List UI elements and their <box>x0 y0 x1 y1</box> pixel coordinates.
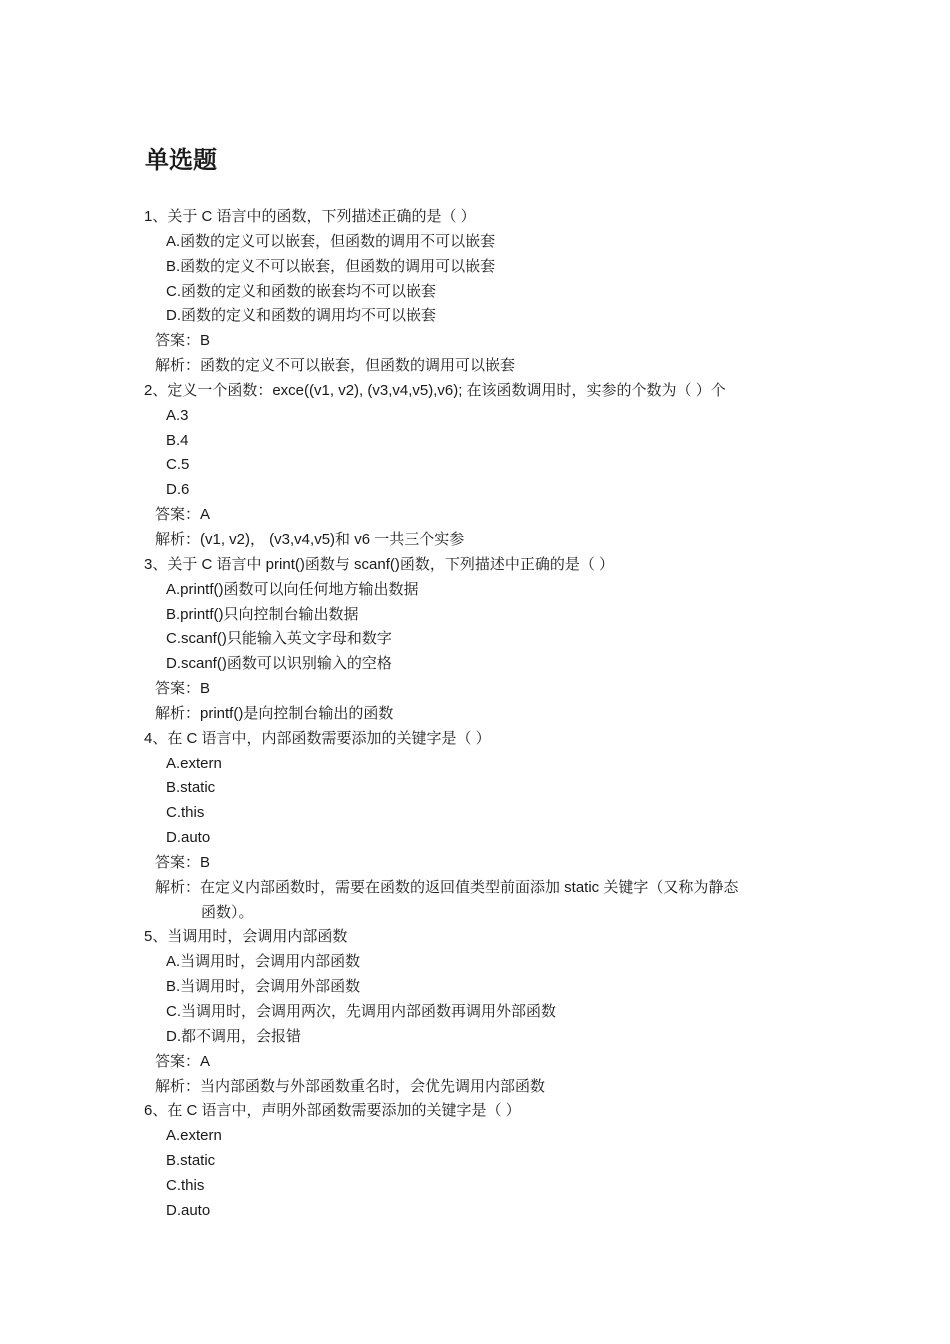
question-block <box>0 205 950 379</box>
answer-option: A.3 <box>166 406 189 424</box>
answer-option: B.4 <box>166 431 189 449</box>
answer-option: D.6 <box>166 481 190 499</box>
answer-option: D.都不调用，会报错 <box>166 1027 302 1045</box>
question-block <box>0 925 950 1099</box>
answer-option: B.static <box>166 1152 216 1170</box>
explanation-text: 解析：(v1, v2)， (v3,v4,v5)和 v6 一共三个实参 <box>155 530 465 548</box>
answer-key: 答案：B <box>155 332 211 350</box>
section-title: 单选题 <box>145 147 217 174</box>
question-text: 3、关于 C 语言中 print()函数与 scanf()函数，下列描述中正确的是（ ） <box>144 555 615 573</box>
question-text: 5、当调用时，会调用内部函数 <box>144 928 348 946</box>
question-block <box>0 727 950 926</box>
answer-option: B.static <box>166 779 216 797</box>
explanation-text: 函数）。 <box>201 903 254 921</box>
answer-option: C.当调用时，会调用两次，先调用内部函数再调用外部函数 <box>166 1003 557 1020</box>
answer-option: A.extern <box>166 754 222 772</box>
question-text: 2、定义一个函数：exce((v1, v2), (v3,v4,v5),v6); 在该函数调用时，实参的个数为（ ）个 <box>144 381 726 399</box>
answer-key: 答案：B <box>155 853 211 871</box>
explanation-text: 解析：函数的定义不可以嵌套，但函数的调用可以嵌套 <box>155 357 516 375</box>
question-list <box>0 205 950 1224</box>
explanation-text: 解析：当内部函数与外部函数重名时，会优先调用内部函数 <box>155 1077 546 1095</box>
answer-option: D.scanf()函数可以识别输入的空格 <box>166 655 392 673</box>
answer-option: A.函数的定义可以嵌套，但函数的调用不可以嵌套 <box>166 232 496 250</box>
explanation-text: 解析：在定义内部函数时，需要在函数的返回值类型前面添加 static 关键字（又称为静态 <box>155 878 739 896</box>
answer-option: B.printf()只向控制台输出数据 <box>166 605 359 623</box>
question-text: 6、在 C 语言中，声明外部函数需要添加的关键字是（ ） <box>144 1102 521 1120</box>
answer-option: C.scanf()只能输入英文字母和数字 <box>166 630 392 648</box>
answer-option: C.函数的定义和函数的嵌套均不可以嵌套 <box>166 282 437 300</box>
question-block <box>0 553 950 727</box>
question-block <box>0 379 950 553</box>
question-text: 1、关于 C 语言中的函数，下列描述正确的是（ ） <box>144 208 476 225</box>
answer-option: D.auto <box>166 829 211 847</box>
answer-option: A.当调用时，会调用内部函数 <box>166 953 361 971</box>
question-block <box>0 1099 950 1223</box>
answer-option: A.extern <box>166 1127 222 1145</box>
answer-option: C.this <box>166 1176 205 1194</box>
answer-option: D.auto <box>166 1201 211 1219</box>
answer-key: 答案：B <box>155 680 211 698</box>
answer-option: A.printf()函数可以向任何地方输出数据 <box>166 580 419 598</box>
question-text: 4、在 C 语言中，内部函数需要添加的关键字是（ ） <box>144 729 491 747</box>
explanation-text: 解析：printf()是向控制台输出的函数 <box>155 704 394 722</box>
answer-key: 答案：A <box>155 1052 211 1070</box>
answer-option: B.当调用时，会调用外部函数 <box>166 978 361 996</box>
answer-key: 答案：A <box>155 506 211 524</box>
answer-option: D.函数的定义和函数的调用均不可以嵌套 <box>166 307 437 325</box>
answer-option: B.函数的定义不可以嵌套，但函数的调用可以嵌套 <box>166 257 496 275</box>
answer-option: C.this <box>166 804 205 822</box>
answer-option: C.5 <box>166 456 190 474</box>
